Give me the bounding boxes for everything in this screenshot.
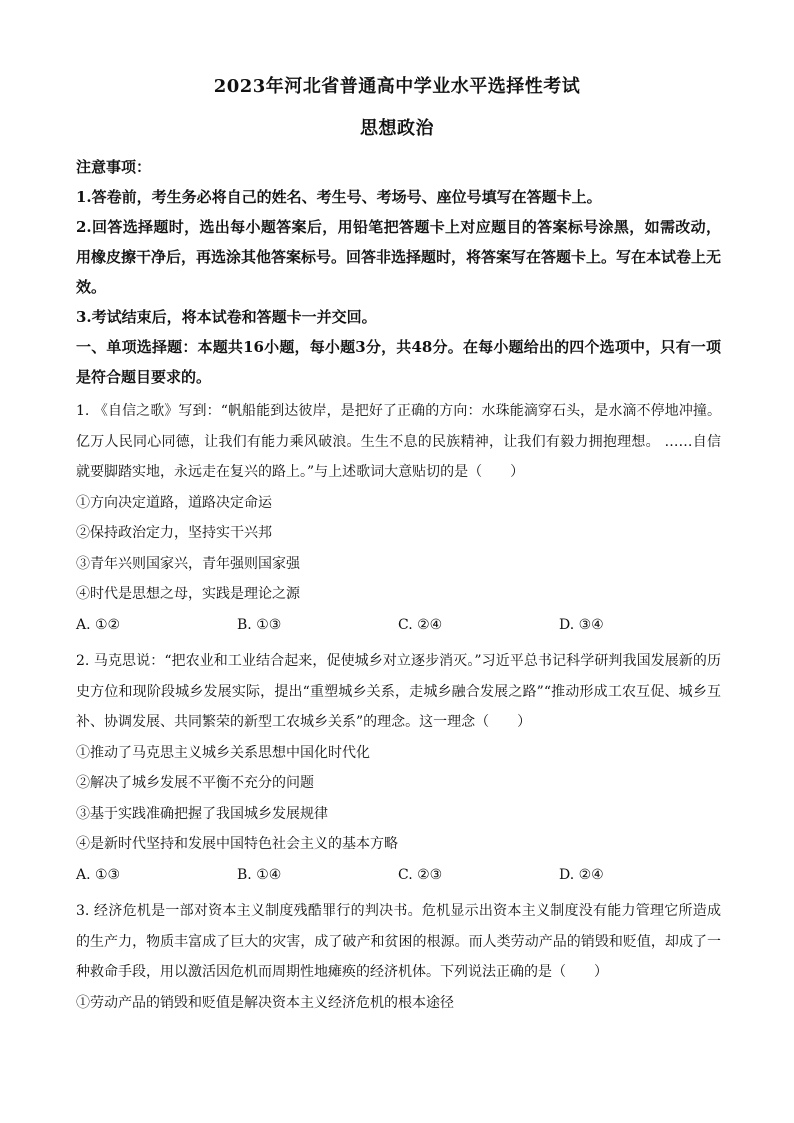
exam-title: 2023年河北省普通高中学业水平选择性考试 xyxy=(213,76,581,97)
instruction-item: 2.回答选择题时，选出每小题答案后，用铅笔把答题卡上对应题目的答案标号涂黑，如需改动，用橡皮擦干净后，再选涂其他答案标号。回答非选择题时，将答案写在答题卡上。写在本试卷上无效。 xyxy=(76,218,722,296)
question-stem: 2. 马克思说：“把农业和工业结合起来，促使城乡对立逐步消灭。”习近平总书记科学研判我国发展新的历史方位和现阶段城乡发展实际，提出“重塑城乡关系，走城乡融合发展之路”“推动形成工农互促、城乡互补、协调发展、共同繁荣的新型工农城乡关系”的理念。这一理念（ ） xyxy=(76,653,721,730)
option-c: C. ②④ xyxy=(398,616,443,633)
question-3 xyxy=(76,896,721,1018)
option-a: A. ①② xyxy=(76,616,121,633)
answer-options xyxy=(76,860,721,891)
question-stem: 3. 经济危机是一部对资本主义制度残酷罪行的判决书。危机显示出资本主义制度没有能力管理它所造成的生产力，物质丰富成了巨大的灾害，成了破产和贫困的根源。而人类劳动产品的销毁和贬值，却成了一种救命手段，用以激活因危机而周期性地瘫痪的经济机体。下列说法正确的是（ ） xyxy=(76,903,721,980)
option-d: D. ②④ xyxy=(559,866,604,883)
answer-options xyxy=(76,610,721,641)
option-d: D. ③④ xyxy=(559,616,604,633)
instruction-item: 3.考试结束后，将本试卷和答题卡一并交回。 xyxy=(76,308,377,326)
instructions xyxy=(76,152,721,392)
option-c: C. ②③ xyxy=(398,866,443,883)
statement: ③基于实践准确把握了我国城乡发展规律 xyxy=(76,805,328,822)
question-2 xyxy=(76,646,721,890)
option-b: B. ①④ xyxy=(237,866,282,883)
section-heading: 一、单项选择题：本题共16小题，每小题3分，共48分。在每小题给出的四个选项中，只有一项是符合题目要求的。 xyxy=(76,338,721,386)
statement: ③青年兴则国家兴，青年强则国家强 xyxy=(76,555,300,572)
statement: ①推动了马克思主义城乡关系思想中国化时代化 xyxy=(76,744,370,761)
statement: ④时代是思想之母，实践是理论之源 xyxy=(76,586,300,602)
statement: ①方向决定道路，道路决定命运 xyxy=(76,494,272,511)
exam-subject: 思想政治 xyxy=(360,118,434,139)
statement: ②解决了城乡发展不平衡不充分的问题 xyxy=(76,775,314,791)
question-1 xyxy=(76,396,721,640)
instruction-item: 1.答卷前，考生务必将自己的姓名、考生号、考场号、座位号填写在答题卡上。 xyxy=(76,188,602,206)
statement: ④是新时代坚持和发展中国特色社会主义的基本方略 xyxy=(76,836,398,852)
option-b: B. ①③ xyxy=(237,616,282,633)
statement: ②保持政治定力，坚持实干兴邦 xyxy=(76,525,272,541)
instructions-heading: 注意事项： xyxy=(76,158,152,176)
statement: ①劳动产品的销毁和贬值是解决资本主义经济危机的根本途径 xyxy=(76,994,454,1011)
question-stem: 1. 《自信之歌》写到：“帆船能到达彼岸，是把好了正确的方向：水珠能滴穿石头，是水滴不停地冲撞。亿万人民同心同德，让我们有能力乘风破浪。生生不息的民族精神，让我们有毅力拥抱理想。 ……自信就要脚踏实地，永远走在复兴的路上。”与上述歌词大意贴切的是（ ） xyxy=(76,403,721,480)
option-a: A. ①③ xyxy=(76,866,121,883)
